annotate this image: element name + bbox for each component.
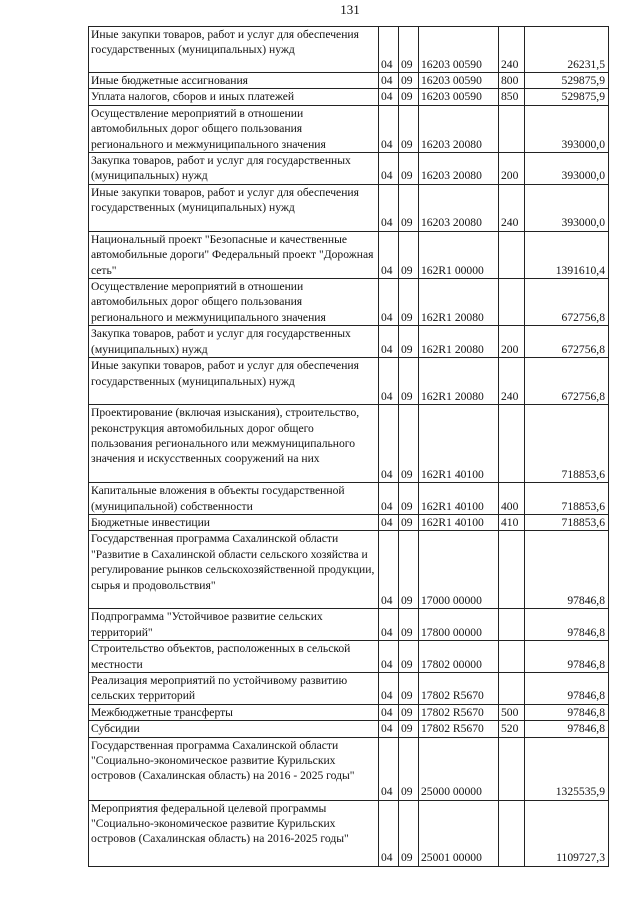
row-section-text: 04 bbox=[381, 785, 393, 799]
row-name-text: Государственная программа Сахалинской области "Социально-экономическое развитие Курильских островов (Сахалинская область) на 2016 - 2025 годы" bbox=[91, 738, 355, 783]
row-amount-text: 529875,9 bbox=[561, 74, 605, 87]
row-amount-text: 529875,9 bbox=[561, 90, 605, 104]
row-subsection-text: 09 bbox=[401, 74, 413, 87]
row-expense-type-text: 520 bbox=[501, 722, 519, 736]
row-subsection bbox=[399, 27, 419, 73]
row-amount-text: 26231,5 bbox=[567, 57, 605, 71]
row-section bbox=[379, 279, 399, 326]
row-section bbox=[379, 326, 399, 358]
row-name bbox=[89, 641, 379, 673]
row-target-article bbox=[419, 231, 499, 278]
row-subsection-text: 09 bbox=[401, 169, 413, 183]
row-section bbox=[379, 153, 399, 185]
row-target-article-text: 17802 R5670 bbox=[421, 722, 484, 736]
row-amount bbox=[525, 73, 609, 89]
row-subsection-text: 09 bbox=[401, 851, 413, 865]
row-target-article bbox=[419, 27, 499, 73]
row-subsection bbox=[399, 609, 419, 641]
row-target-article-text: 17802 00000 bbox=[421, 657, 482, 671]
row-name-text: Иные закупки товаров, работ и услуг для обеспечения государственных (муниципальных) нужд bbox=[91, 28, 359, 57]
row-amount bbox=[525, 641, 609, 673]
row-target-article-text: 162R1 20080 bbox=[421, 342, 484, 356]
row-subsection bbox=[399, 326, 419, 358]
row-name bbox=[89, 514, 379, 530]
row-target-article bbox=[419, 358, 499, 405]
row-amount-text: 97846,8 bbox=[567, 689, 605, 703]
table-row bbox=[89, 358, 609, 405]
row-target-article bbox=[419, 672, 499, 704]
row-target-article-text: 16203 00590 bbox=[421, 90, 482, 104]
row-subsection-text: 09 bbox=[401, 515, 413, 529]
row-expense-type bbox=[499, 800, 525, 866]
row-target-article-text: 162R1 40100 bbox=[421, 467, 484, 481]
row-subsection bbox=[399, 641, 419, 673]
row-section bbox=[379, 231, 399, 278]
row-section bbox=[379, 514, 399, 530]
row-name-text: Мероприятия федеральной целевой программы "Социально-экономическое развитие Курильских островов (Сахалинская область) на 2016-2025 годы" bbox=[91, 801, 349, 846]
row-target-article bbox=[419, 279, 499, 326]
row-target-article-text: 16203 20080 bbox=[421, 137, 482, 151]
row-amount-text: 393000,0 bbox=[561, 137, 605, 151]
row-subsection-text: 09 bbox=[401, 216, 413, 230]
row-amount-text: 393000,0 bbox=[561, 216, 605, 230]
row-name bbox=[89, 27, 379, 73]
row-subsection-text: 09 bbox=[401, 499, 413, 513]
row-target-article-text: 17802 R5670 bbox=[421, 689, 484, 703]
row-name bbox=[89, 737, 379, 800]
row-name bbox=[89, 483, 379, 515]
row-subsection bbox=[399, 358, 419, 405]
row-subsection bbox=[399, 153, 419, 185]
row-target-article bbox=[419, 531, 499, 609]
row-expense-type bbox=[499, 641, 525, 673]
row-section-text: 04 bbox=[381, 90, 393, 104]
row-target-article bbox=[419, 483, 499, 515]
row-expense-type bbox=[499, 326, 525, 358]
row-name-text: Закупка товаров, работ и услуг для государственных (муниципальных) нужд bbox=[91, 327, 351, 356]
row-subsection-text: 09 bbox=[401, 625, 413, 639]
row-subsection-text: 09 bbox=[401, 263, 413, 277]
row-subsection bbox=[399, 231, 419, 278]
table-row bbox=[89, 704, 609, 720]
row-amount-text: 672756,8 bbox=[561, 342, 605, 356]
row-amount-text: 718853,6 bbox=[561, 499, 605, 513]
table-row bbox=[89, 231, 609, 278]
row-name bbox=[89, 184, 379, 231]
row-expense-type-text: 850 bbox=[501, 90, 519, 104]
row-amount-text: 97846,8 bbox=[567, 625, 605, 639]
row-target-article-text: 162R1 40100 bbox=[421, 515, 484, 529]
row-subsection-text: 09 bbox=[401, 389, 413, 403]
row-name bbox=[89, 531, 379, 609]
row-expense-type-text: 200 bbox=[501, 169, 519, 183]
table-row bbox=[89, 73, 609, 89]
row-target-article bbox=[419, 514, 499, 530]
row-subsection bbox=[399, 704, 419, 720]
row-target-article bbox=[419, 704, 499, 720]
row-expense-type bbox=[499, 184, 525, 231]
table-row bbox=[89, 672, 609, 704]
row-expense-type-text: 240 bbox=[501, 389, 519, 403]
row-expense-type bbox=[499, 105, 525, 152]
row-section bbox=[379, 531, 399, 609]
row-section-text: 04 bbox=[381, 263, 393, 277]
row-name-text: Субсидии bbox=[91, 722, 140, 736]
table-row bbox=[89, 641, 609, 673]
row-section bbox=[379, 672, 399, 704]
row-target-article-text: 162R1 00000 bbox=[421, 263, 484, 277]
table-row bbox=[89, 531, 609, 609]
row-target-article bbox=[419, 73, 499, 89]
row-amount-text: 672756,8 bbox=[561, 389, 605, 403]
row-target-article bbox=[419, 89, 499, 105]
row-name bbox=[89, 358, 379, 405]
row-subsection bbox=[399, 184, 419, 231]
row-expense-type bbox=[499, 737, 525, 800]
table-row bbox=[89, 483, 609, 515]
row-subsection-text: 09 bbox=[401, 689, 413, 703]
row-amount bbox=[525, 609, 609, 641]
row-section-text: 04 bbox=[381, 137, 393, 151]
row-name bbox=[89, 609, 379, 641]
row-amount bbox=[525, 358, 609, 405]
row-target-article bbox=[419, 405, 499, 483]
row-amount bbox=[525, 27, 609, 73]
row-target-article-text: 25000 00000 bbox=[421, 785, 482, 799]
table-row bbox=[89, 405, 609, 483]
row-amount bbox=[525, 737, 609, 800]
row-target-article bbox=[419, 326, 499, 358]
row-target-article-text: 17000 00000 bbox=[421, 593, 482, 607]
row-name bbox=[89, 231, 379, 278]
row-section bbox=[379, 483, 399, 515]
row-target-article-text: 16203 20080 bbox=[421, 216, 482, 230]
row-expense-type-text: 200 bbox=[501, 342, 519, 356]
row-target-article bbox=[419, 105, 499, 152]
row-amount-text: 97846,8 bbox=[567, 705, 605, 719]
table-row bbox=[89, 279, 609, 326]
row-subsection bbox=[399, 672, 419, 704]
row-name-text: Бюджетные инвестиции bbox=[91, 515, 211, 529]
row-name-text: Проектирование (включая изыскания), строительство, реконструкция автомобильных дорог общего пользования регионального или межмуниципального значения и искусственных сооружений на них bbox=[91, 406, 360, 466]
row-expense-type bbox=[499, 73, 525, 89]
row-section-text: 04 bbox=[381, 74, 393, 87]
row-amount bbox=[525, 326, 609, 358]
row-section bbox=[379, 89, 399, 105]
row-name-text: Закупка товаров, работ и услуг для государственных (муниципальных) нужд bbox=[91, 154, 351, 183]
row-subsection bbox=[399, 514, 419, 530]
row-subsection bbox=[399, 483, 419, 515]
row-section-text: 04 bbox=[381, 342, 393, 356]
row-section bbox=[379, 27, 399, 73]
row-expense-type bbox=[499, 27, 525, 73]
row-name-text: Иные закупки товаров, работ и услуг для обеспечения государственных (муниципальных) нужд bbox=[91, 185, 359, 215]
row-amount-text: 97846,8 bbox=[567, 722, 605, 736]
row-section bbox=[379, 405, 399, 483]
row-subsection bbox=[399, 531, 419, 609]
row-section bbox=[379, 609, 399, 641]
row-name bbox=[89, 405, 379, 483]
row-target-article bbox=[419, 153, 499, 185]
row-expense-type bbox=[499, 483, 525, 515]
row-name bbox=[89, 105, 379, 152]
row-expense-type-text: 400 bbox=[501, 499, 519, 513]
row-name bbox=[89, 73, 379, 89]
row-section bbox=[379, 704, 399, 720]
row-section-text: 04 bbox=[381, 722, 393, 736]
row-amount-text: 718853,6 bbox=[561, 467, 605, 481]
row-subsection-text: 09 bbox=[401, 593, 413, 607]
row-expense-type bbox=[499, 721, 525, 737]
row-section bbox=[379, 73, 399, 89]
row-name-text: Государственная программа Сахалинской области "Развитие в Сахалинской области сельского хозяйства и регулирование рынков сельскохозяйственной продукции, сырья и продовольствия" bbox=[91, 532, 375, 592]
table-row bbox=[89, 184, 609, 231]
row-name bbox=[89, 153, 379, 185]
row-amount bbox=[525, 721, 609, 737]
page-number: 131 bbox=[340, 2, 360, 17]
row-expense-type bbox=[499, 358, 525, 405]
row-subsection bbox=[399, 721, 419, 737]
row-amount bbox=[525, 231, 609, 278]
row-section bbox=[379, 721, 399, 737]
row-amount-text: 97846,8 bbox=[567, 593, 605, 607]
row-expense-type bbox=[499, 89, 525, 105]
row-section-text: 04 bbox=[381, 389, 393, 403]
row-amount bbox=[525, 184, 609, 231]
row-name bbox=[89, 721, 379, 737]
row-section-text: 04 bbox=[381, 57, 393, 71]
row-subsection-text: 09 bbox=[401, 467, 413, 481]
row-subsection bbox=[399, 405, 419, 483]
row-target-article bbox=[419, 737, 499, 800]
row-subsection bbox=[399, 737, 419, 800]
row-amount bbox=[525, 514, 609, 530]
row-section bbox=[379, 800, 399, 866]
row-name-text: Уплата налогов, сборов и иных платежей bbox=[91, 90, 295, 104]
row-name bbox=[89, 800, 379, 866]
row-target-article-text: 16203 20080 bbox=[421, 169, 482, 183]
row-amount-text: 672756,8 bbox=[561, 310, 605, 324]
row-target-article-text: 25001 00000 bbox=[421, 851, 482, 865]
table-row bbox=[89, 737, 609, 800]
row-amount bbox=[525, 105, 609, 152]
row-subsection-text: 09 bbox=[401, 342, 413, 356]
row-section-text: 04 bbox=[381, 499, 393, 513]
row-expense-type-text: 240 bbox=[501, 216, 519, 230]
row-amount-text: 718853,6 bbox=[561, 515, 605, 529]
row-section-text: 04 bbox=[381, 310, 393, 324]
table-row bbox=[89, 609, 609, 641]
row-expense-type bbox=[499, 531, 525, 609]
row-expense-type-text: 410 bbox=[501, 515, 519, 529]
row-section bbox=[379, 737, 399, 800]
row-subsection bbox=[399, 279, 419, 326]
row-subsection-text: 09 bbox=[401, 137, 413, 151]
row-expense-type bbox=[499, 514, 525, 530]
row-section-text: 04 bbox=[381, 169, 393, 183]
row-section-text: 04 bbox=[381, 689, 393, 703]
row-target-article bbox=[419, 800, 499, 866]
row-expense-type bbox=[499, 279, 525, 326]
row-expense-type bbox=[499, 231, 525, 278]
row-subsection-text: 09 bbox=[401, 57, 413, 71]
row-name-text: Подпрограмма "Устойчивое развитие сельских территорий" bbox=[91, 610, 323, 639]
row-section-text: 04 bbox=[381, 705, 393, 719]
table-row bbox=[89, 800, 609, 866]
row-name-text: Реализация мероприятий по устойчивому развитию сельских территорий bbox=[91, 673, 348, 703]
row-section-text: 04 bbox=[381, 216, 393, 230]
row-target-article-text: 17802 R5670 bbox=[421, 705, 484, 719]
row-name-text: Иные бюджетные ассигнования bbox=[91, 74, 248, 87]
row-subsection-text: 09 bbox=[401, 722, 413, 736]
budget-table bbox=[88, 26, 609, 867]
row-target-article-text: 16203 00590 bbox=[421, 57, 482, 71]
row-amount bbox=[525, 483, 609, 515]
row-amount-text: 393000,0 bbox=[561, 169, 605, 183]
row-expense-type bbox=[499, 405, 525, 483]
row-section-text: 04 bbox=[381, 657, 393, 671]
row-subsection-text: 09 bbox=[401, 705, 413, 719]
row-section bbox=[379, 641, 399, 673]
row-subsection-text: 09 bbox=[401, 657, 413, 671]
row-target-article bbox=[419, 609, 499, 641]
row-name bbox=[89, 326, 379, 358]
table-row bbox=[89, 105, 609, 152]
row-amount bbox=[525, 279, 609, 326]
row-section-text: 04 bbox=[381, 515, 393, 529]
row-amount-text: 1325535,9 bbox=[555, 785, 605, 799]
row-amount bbox=[525, 704, 609, 720]
row-section-text: 04 bbox=[381, 593, 393, 607]
row-name-text: Межбюджетные трансферты bbox=[91, 705, 233, 719]
table-row bbox=[89, 514, 609, 530]
table-row bbox=[89, 89, 609, 105]
row-subsection bbox=[399, 73, 419, 89]
row-name bbox=[89, 672, 379, 704]
row-name bbox=[89, 89, 379, 105]
row-name-text: Капитальные вложения в объекты государственной (муниципальной) собственности bbox=[91, 484, 345, 513]
row-amount bbox=[525, 672, 609, 704]
row-name-text: Иные закупки товаров, работ и услуг для обеспечения государственных (муниципальных) нужд bbox=[91, 359, 359, 388]
budget-table-body bbox=[89, 27, 609, 867]
row-target-article-text: 16203 00590 bbox=[421, 74, 482, 87]
row-name-text: Осуществление мероприятий в отношении автомобильных дорог общего пользования регионального и межмуниципального значения bbox=[91, 280, 326, 324]
row-expense-type bbox=[499, 672, 525, 704]
row-amount bbox=[525, 153, 609, 185]
table-row bbox=[89, 27, 609, 73]
row-name-text: Строительство объектов, расположенных в сельской местности bbox=[91, 642, 351, 671]
row-amount bbox=[525, 531, 609, 609]
row-subsection-text: 09 bbox=[401, 90, 413, 104]
row-expense-type-text: 800 bbox=[501, 74, 519, 87]
row-section-text: 04 bbox=[381, 467, 393, 481]
row-amount-text: 97846,8 bbox=[567, 657, 605, 671]
row-amount-text: 1109727,3 bbox=[556, 851, 605, 865]
row-target-article-text: 162R1 40100 bbox=[421, 499, 484, 513]
row-subsection bbox=[399, 800, 419, 866]
row-expense-type bbox=[499, 609, 525, 641]
row-target-article-text: 162R1 20080 bbox=[421, 389, 484, 403]
row-amount bbox=[525, 405, 609, 483]
row-target-article-text: 162R1 20080 bbox=[421, 310, 484, 324]
row-amount bbox=[525, 800, 609, 866]
row-name bbox=[89, 704, 379, 720]
row-expense-type bbox=[499, 704, 525, 720]
row-target-article bbox=[419, 721, 499, 737]
row-name-text: Национальный проект "Безопасные и качественные автомобильные дороги" Федеральный проект "Дорожная сеть" bbox=[91, 232, 374, 277]
row-subsection-text: 09 bbox=[401, 310, 413, 324]
row-amount bbox=[525, 89, 609, 105]
table-row bbox=[89, 721, 609, 737]
row-name bbox=[89, 279, 379, 326]
row-expense-type-text: 500 bbox=[501, 705, 519, 719]
table-row bbox=[89, 326, 609, 358]
row-section bbox=[379, 358, 399, 405]
row-section-text: 04 bbox=[381, 851, 393, 865]
row-section bbox=[379, 184, 399, 231]
row-amount-text: 1391610,4 bbox=[555, 263, 605, 277]
row-expense-type bbox=[499, 153, 525, 185]
table-row bbox=[89, 153, 609, 185]
row-target-article bbox=[419, 184, 499, 231]
row-subsection-text: 09 bbox=[401, 785, 413, 799]
row-subsection bbox=[399, 105, 419, 152]
row-target-article bbox=[419, 641, 499, 673]
row-name-text: Осуществление мероприятий в отношении автомобильных дорог общего пользования регионального и межмуниципального значения bbox=[91, 106, 326, 151]
row-section bbox=[379, 105, 399, 152]
row-subsection bbox=[399, 89, 419, 105]
row-expense-type-text: 240 bbox=[501, 57, 519, 71]
row-target-article-text: 17800 00000 bbox=[421, 625, 482, 639]
row-section-text: 04 bbox=[381, 625, 393, 639]
